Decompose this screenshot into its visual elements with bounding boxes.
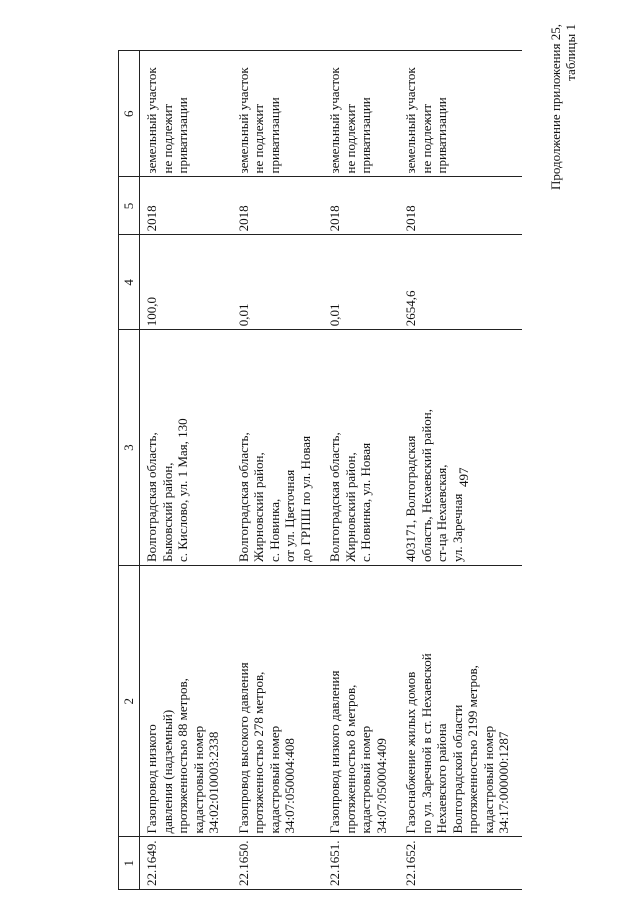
table-row: [232, 51, 324, 890]
page-number: 497: [456, 467, 471, 487]
caption-line-2: таблицы 1: [563, 24, 578, 81]
header-col-5: 5: [119, 177, 140, 235]
object-address: 403171, Волгоградская область, Нехаевский район, ст-ца Нехаевская, ул. Заречная: [399, 330, 522, 566]
object-year: 2018: [399, 177, 522, 235]
object-name: Газопровод низкого давления (надземный) протяженностью 88 метров, кадастровый номер 34:02:010003:2338: [140, 566, 232, 837]
object-name: Газоснабжение жилых домов по ул. Заречной в ст. Нехаевской Нехаевского района Волгоградской области протяженностью 2199 метров, кадастровый номер 34:17:000000:1287: [399, 566, 522, 837]
header-col-2: 2: [119, 566, 140, 837]
row-number: 22.1651.: [323, 837, 399, 890]
object-note: земельный участок не подлежит приватизации: [399, 51, 522, 177]
object-address: Волгоградская область, Жирновский район, с. Новинка, от ул. Цветочная до ГРПШ по ул. Новая: [232, 330, 324, 566]
property-table: [118, 50, 522, 890]
object-note: земельный участок не подлежит приватизации: [323, 51, 399, 177]
object-address: Волгоградская область, Быковский район, с. Кислово, ул. 1 Мая, 130: [140, 330, 232, 566]
row-number: 22.1649.: [140, 837, 232, 890]
object-value: 0,01: [323, 235, 399, 330]
object-name: Газопровод низкого давления протяженностью 8 метров, кадастровый номер 34:07:050004:409: [323, 566, 399, 837]
object-year: 2018: [140, 177, 232, 235]
table-row: [323, 51, 399, 890]
header-col-1: 1: [119, 837, 140, 890]
row-number: 22.1650.: [232, 837, 324, 890]
table-caption: [548, 24, 578, 190]
header-row: [119, 51, 140, 890]
table-row: [399, 51, 522, 890]
object-name: Газопровод высокого давления протяженностью 278 метров, кадастровый номер 34:07:050004:408: [232, 566, 324, 837]
object-note: земельный участок не подлежит приватизации: [140, 51, 232, 177]
header-col-3: 3: [119, 330, 140, 566]
caption-line-1: Продолжение приложения 25,: [548, 24, 563, 191]
object-year: 2018: [232, 177, 324, 235]
object-value: 2654,6: [399, 235, 522, 330]
table-row: [140, 51, 232, 890]
object-address: Волгоградская область, Жирновский район, с. Новинка, ул. Новая: [323, 330, 399, 566]
object-value: 0,01: [232, 235, 324, 330]
object-year: 2018: [323, 177, 399, 235]
object-note: земельный участок не подлежит приватизации: [232, 51, 324, 177]
header-col-6: 6: [119, 51, 140, 177]
object-value: 100,0: [140, 235, 232, 330]
row-number: 22.1652.: [399, 837, 522, 890]
header-col-4: 4: [119, 235, 140, 330]
